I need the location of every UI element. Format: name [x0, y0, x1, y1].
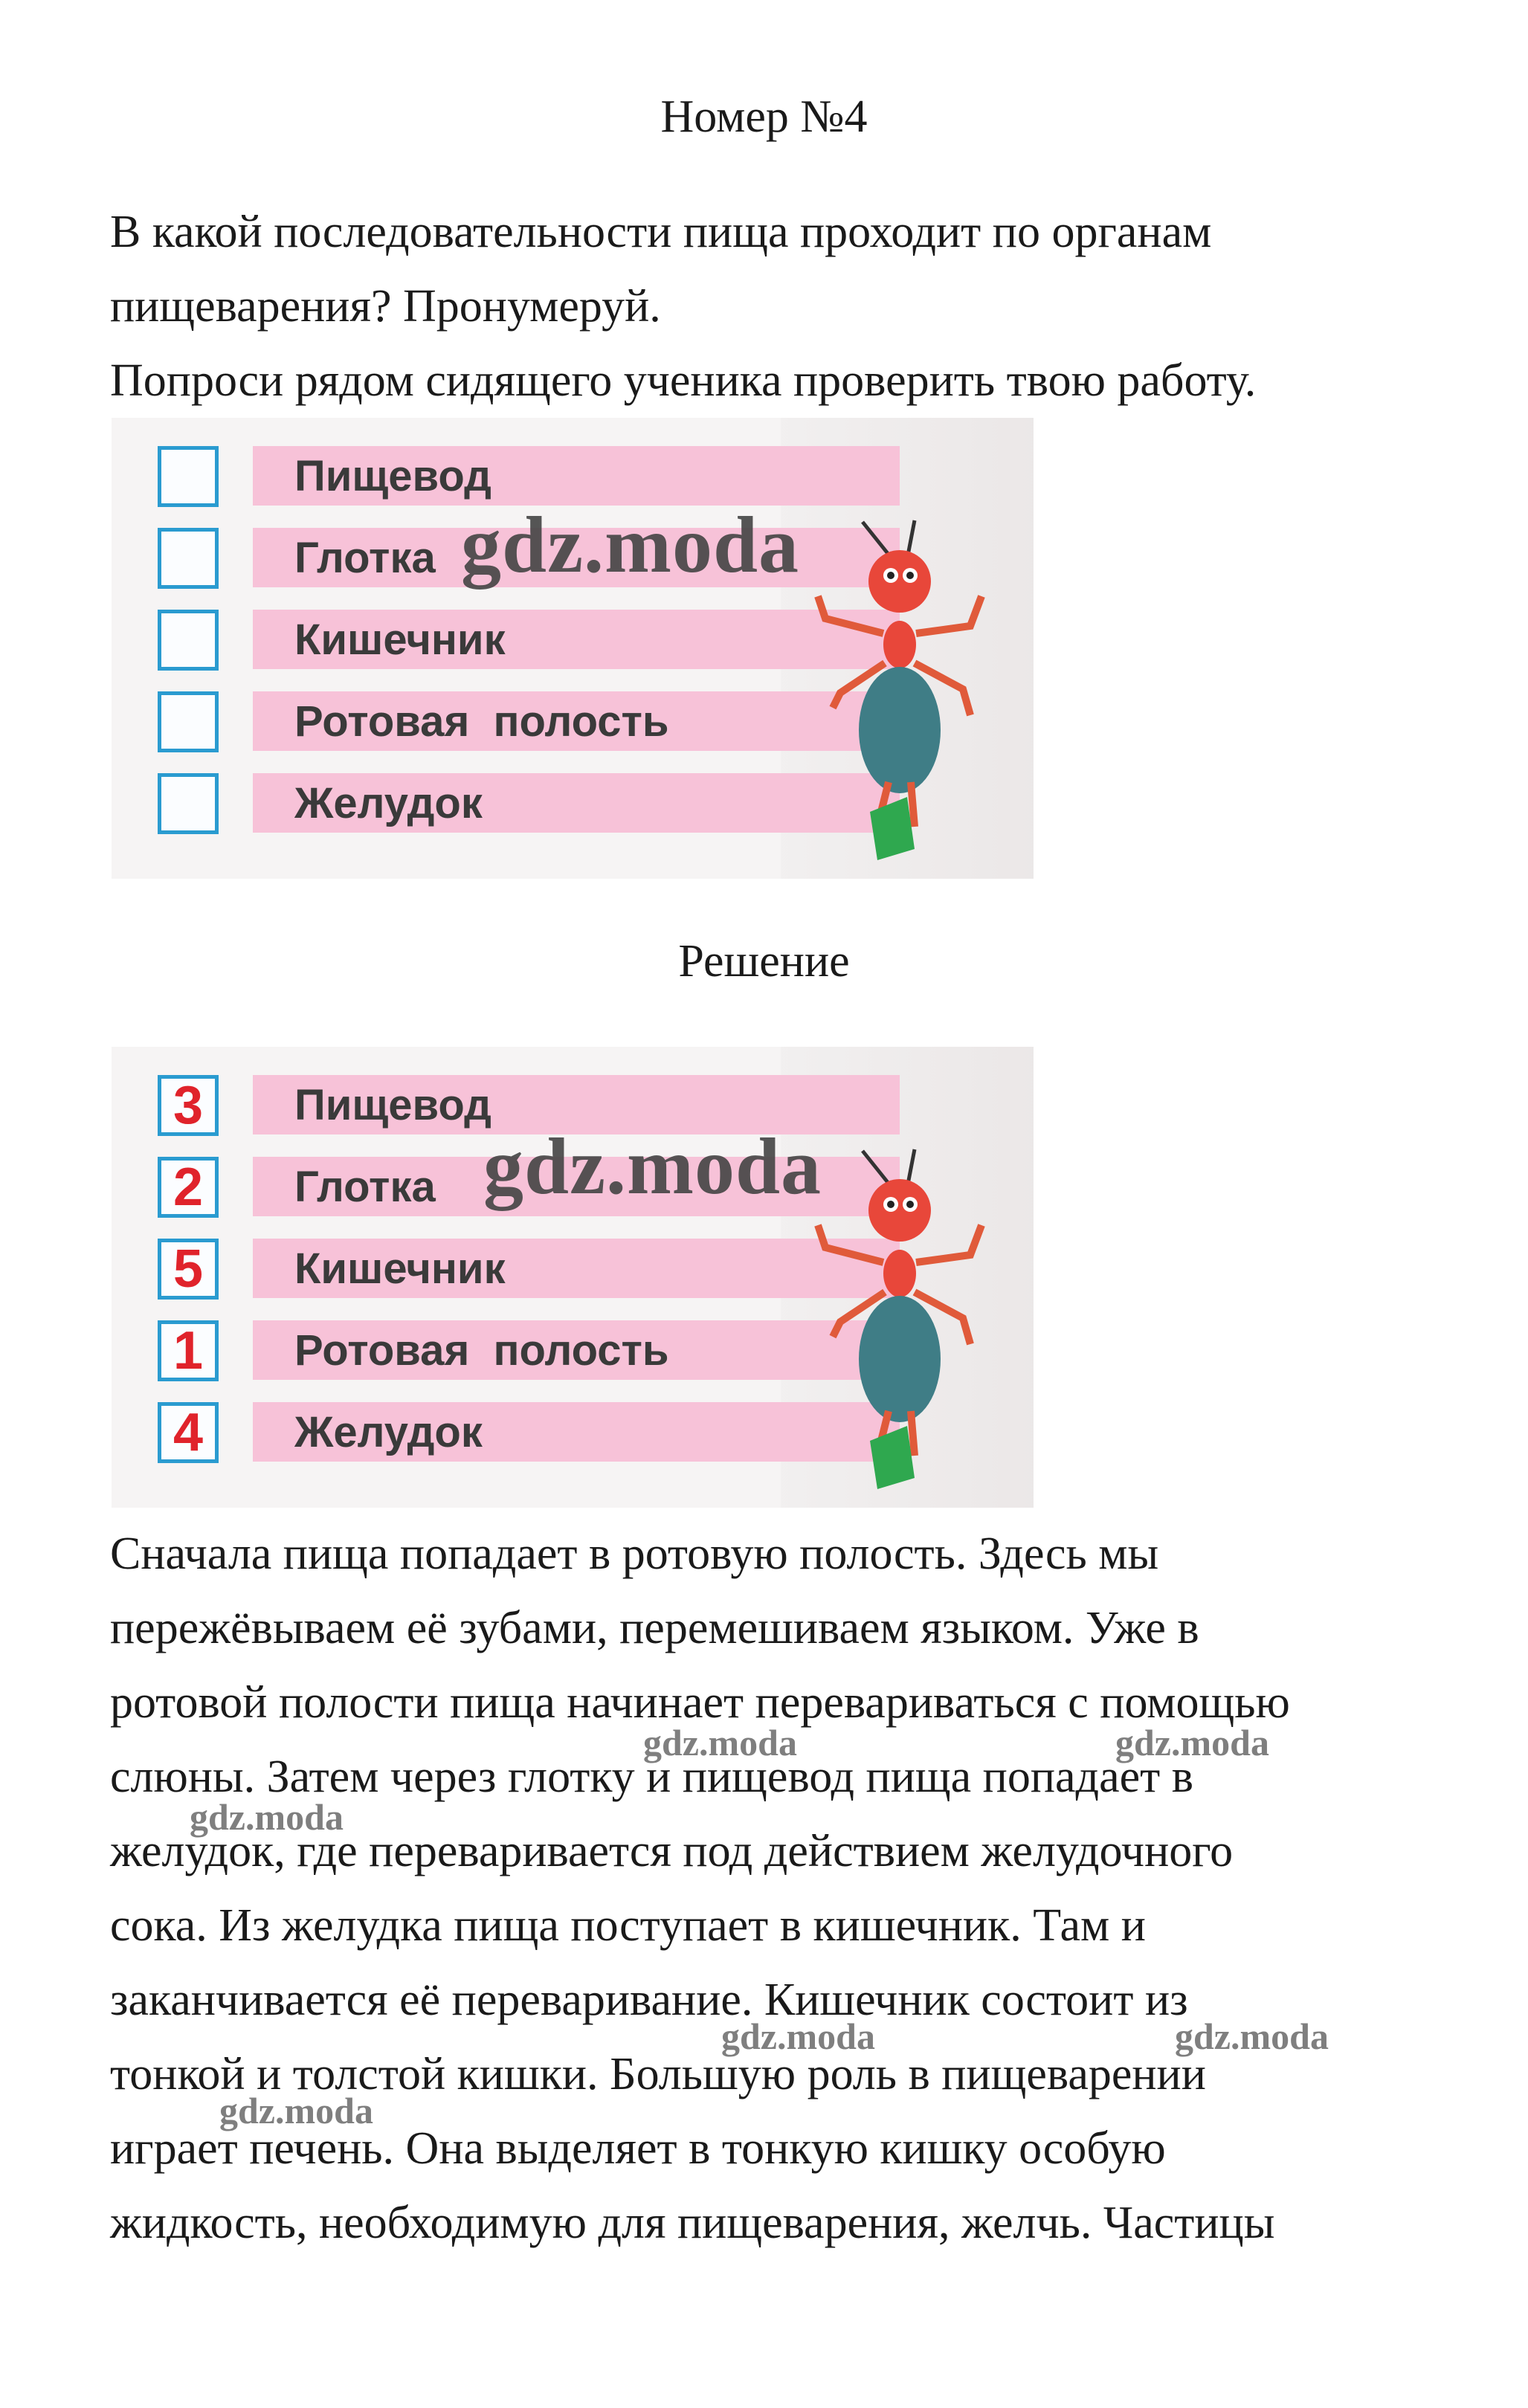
number-box[interactable] — [158, 446, 219, 507]
text-line: желудок, где переваривается под действием желудочного — [110, 1826, 1234, 1876]
number-box: 2 — [158, 1157, 219, 1218]
question-text — [110, 195, 1463, 418]
organ-label: Желудок — [253, 1402, 900, 1462]
organ-label: Глотка — [253, 528, 900, 587]
number-box[interactable] — [158, 773, 219, 834]
ant-illustration-icon — [796, 514, 1004, 864]
organ-label: Пищевод — [253, 1075, 900, 1134]
watermark: gdz.moda — [461, 501, 800, 590]
text-line: слюны. Затем через глотку и пищевод пища попадает в — [110, 1752, 1193, 1802]
question-line: Попроси рядом сидящего ученика проверить твою работу. — [110, 355, 1257, 406]
organ-label: Желудок — [253, 773, 900, 833]
number-box: 4 — [158, 1402, 219, 1463]
watermark: gdz.moda — [190, 1796, 344, 1838]
task-exercise-image — [112, 418, 1034, 879]
number-box: 1 — [158, 1320, 219, 1381]
text-line: тонкой и толстой кишки. Большую роль в пищеварении — [110, 2049, 1206, 2099]
organ-label: Глотка — [253, 1157, 900, 1216]
text-line: заканчивается её переваривание. Кишечник состоит из — [110, 1975, 1188, 2025]
answer-row — [112, 1393, 855, 1460]
text-line: играет печень. Она выделяет в тонкую кишку особую — [110, 2123, 1166, 2174]
answer-row — [112, 1230, 855, 1297]
number-box[interactable] — [158, 610, 219, 671]
answer-exercise-image — [112, 1047, 1034, 1508]
watermark: gdz.moda — [1175, 2015, 1329, 2057]
task-row — [112, 682, 855, 749]
page-title: Номер №4 — [660, 91, 868, 142]
watermark: gdz.moda — [1115, 1722, 1269, 1763]
task-row — [112, 601, 855, 668]
question-line: В какой последовательности пища проходит по органам — [110, 207, 1212, 257]
ant-illustration-icon — [796, 1143, 1004, 1493]
organ-label: Пищевод — [253, 446, 900, 506]
number-box: 5 — [158, 1239, 219, 1300]
watermark: gdz.moda — [721, 2015, 875, 2057]
organ-label: Ротовая полость — [253, 691, 900, 751]
watermark: gdz.moda — [483, 1123, 822, 1211]
explanation-text — [110, 1517, 1478, 2260]
answer-row — [112, 1311, 855, 1381]
number-box[interactable] — [158, 528, 219, 589]
task-row — [112, 764, 855, 831]
solution-title: Решение — [678, 936, 850, 987]
text-line: ротовой полости пища начинает перевариваться с помощью — [110, 1677, 1290, 1728]
text-line: сока. Из желудка пища поступает в кишечник. Там и — [110, 1900, 1146, 1951]
organ-label: Кишечник — [253, 1239, 900, 1298]
organ-label: Кишечник — [253, 610, 900, 669]
number-box[interactable] — [158, 691, 219, 752]
text-line: жидкость, необходимую для пищеварения, желчь. Частицы — [110, 2198, 1275, 2248]
watermark: gdz.moda — [643, 1722, 797, 1763]
text-line: пережёвываем её зубами, перемешиваем языком. Уже в — [110, 1603, 1199, 1653]
text-line: Сначала пища попадает в ротовую полость. Здесь мы — [110, 1529, 1159, 1579]
question-line: пищеварения? Пронумеруй. — [110, 281, 661, 332]
number-box: 3 — [158, 1075, 219, 1136]
task-row — [112, 437, 855, 504]
watermark: gdz.moda — [219, 2090, 373, 2131]
organ-label: Ротовая полость — [253, 1320, 900, 1380]
